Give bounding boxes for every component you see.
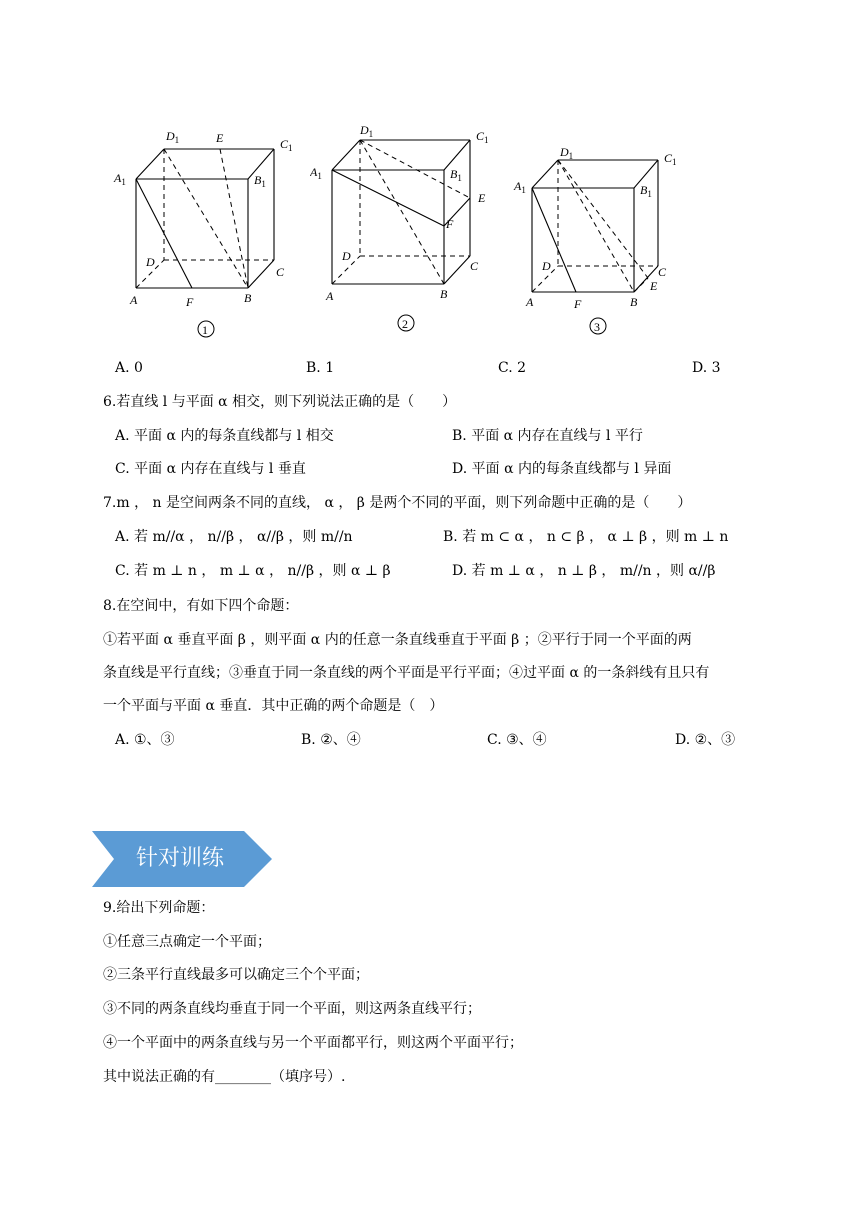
svg-text:E: E bbox=[216, 131, 224, 145]
svg-text:3: 3 bbox=[594, 320, 600, 334]
fig1-label-d1: $D_1$ bbox=[166, 129, 180, 145]
svg-text:A: A bbox=[326, 289, 334, 303]
svg-text:B1: $B_1$ bbox=[450, 167, 462, 183]
q9-answer-line: 其中说法正确的有________（填序号）. bbox=[103, 1069, 346, 1085]
q9-item-1: ①任意三点确定一个平面； bbox=[103, 934, 271, 950]
svg-text:D: D bbox=[146, 255, 155, 269]
q8-option-d: D. ②、③ bbox=[675, 732, 736, 748]
q5-option-c: C. 2 bbox=[498, 360, 527, 376]
q6-option-a: A. 平面 α 内的每条直线都与 l 相交 bbox=[115, 428, 334, 444]
q8-body-line-3: 一个平面与平面 α 垂直．其中正确的两个命题是（ ） bbox=[103, 698, 444, 714]
svg-text:D: D bbox=[542, 259, 551, 273]
svg-text:2: 2 bbox=[402, 317, 408, 331]
svg-text:1: 1 bbox=[202, 323, 208, 337]
q8-stem: 8.在空间中，有如下四个命题： bbox=[103, 598, 299, 614]
svg-text:D1: $D_1$ bbox=[360, 123, 374, 139]
svg-text:C1: $C_1$ bbox=[476, 129, 489, 145]
section-banner-title: 针对训练 bbox=[136, 846, 225, 871]
q8-option-c: C. ③、④ bbox=[487, 732, 547, 748]
q6-stem: 6.若直线 l 与平面 α 相交，则下列说法正确的是（ ） bbox=[103, 394, 457, 410]
svg-text:C: C bbox=[658, 265, 667, 279]
q7-stem: 7.m ， n 是空间两条不同的直线， α ， β 是两个不同的平面，则下列命题中正确的是（ ） bbox=[103, 495, 692, 511]
svg-text:A: A bbox=[526, 295, 534, 309]
svg-text:D: D bbox=[342, 249, 351, 263]
q6-option-b: B. 平面 α 内存在直线与 l 平行 bbox=[452, 428, 643, 444]
q5-option-a: A. 0 bbox=[115, 360, 143, 376]
svg-text:B1: $B_1$ bbox=[640, 183, 652, 199]
q9-item-2: ②三条平行直线最多可以确定三个个平面； bbox=[103, 967, 369, 983]
q8-option-a: A. ①、③ bbox=[115, 732, 175, 748]
svg-text:C1: $C_1$ bbox=[280, 137, 293, 153]
svg-text:F: F bbox=[186, 295, 194, 309]
svg-text:A1: $A_1$ bbox=[310, 165, 322, 181]
q8-body-line-1: ①若平面 α 垂直平面 β ，则平面 α 内的任意一条直线垂直于平面 β ；②平行于同一个平面的两 bbox=[103, 632, 692, 648]
q6-option-c: C. 平面 α 内存在直线与 l 垂直 bbox=[115, 461, 306, 477]
svg-text:A1: $A_1$ bbox=[514, 179, 526, 195]
svg-text:A: A bbox=[130, 293, 138, 307]
q9-item-4: ④一个平面中的两条直线与另一个平面都平行，则这两个平面平行； bbox=[103, 1035, 523, 1051]
svg-text:E: E bbox=[650, 279, 658, 293]
q7-option-b: B. 若 m ⊂ α ， n ⊂ β ， α ⊥ β ，则 m ⊥ n bbox=[443, 529, 729, 545]
svg-text:F: F bbox=[446, 217, 454, 231]
svg-text:C: C bbox=[470, 259, 479, 273]
q7-option-a: A. 若 m//α ， n//β ， α//β ，则 m//n bbox=[115, 529, 353, 545]
svg-text:C1: $C_1$ bbox=[664, 151, 677, 167]
svg-text:B: B bbox=[440, 287, 448, 301]
svg-text:B: B bbox=[630, 295, 638, 309]
svg-text:D1: $D_1$ bbox=[560, 145, 574, 161]
svg-text:C: C bbox=[276, 265, 285, 279]
figure-cube-3 bbox=[512, 140, 692, 350]
q5-option-b: B. 1 bbox=[306, 360, 335, 376]
q8-option-b: B. ②、④ bbox=[301, 732, 361, 748]
svg-text:B: B bbox=[244, 291, 252, 305]
q9-stem: 9.给出下列命题： bbox=[103, 900, 215, 916]
q5-option-d: D. 3 bbox=[692, 360, 721, 376]
svg-text:B1: $B_1$ bbox=[254, 173, 266, 189]
q6-option-d: D. 平面 α 内的每条直线都与 l 异面 bbox=[452, 461, 672, 477]
q9-item-3: ③不同的两条直线均垂直于同一个平面，则这两条直线平行； bbox=[103, 1001, 481, 1017]
q8-body-line-2: 条直线是平行直线；③垂直于同一条直线的两个平面是平行平面；④过平面 α 的一条斜线有且只有 bbox=[103, 665, 710, 681]
q7-option-c: C. 若 m ⊥ n ， m ⊥ α ， n//β ，则 α ⊥ β bbox=[115, 563, 391, 579]
figure-cube-1 bbox=[108, 124, 308, 344]
q7-option-d: D. 若 m ⊥ α ， n ⊥ β ， m//n ，则 α//β bbox=[452, 563, 716, 579]
svg-text:E: E bbox=[478, 191, 486, 205]
svg-text:A1: $A_1$ bbox=[114, 171, 126, 187]
figure-cube-2 bbox=[310, 118, 510, 338]
svg-text:F: F bbox=[574, 297, 582, 311]
